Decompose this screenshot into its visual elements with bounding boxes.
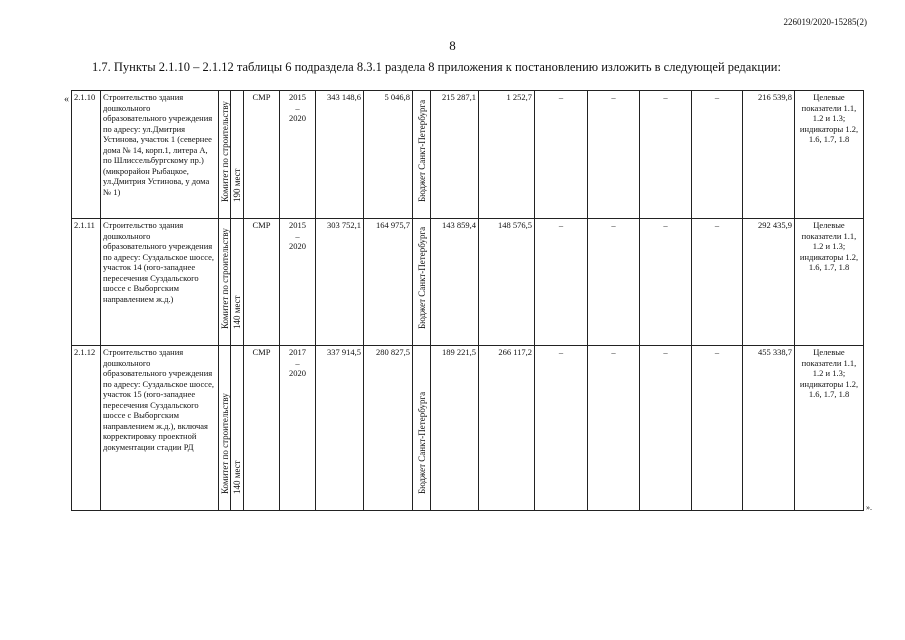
- capacity-label: 140 мест: [231, 294, 242, 329]
- total-value: 216 539,8: [743, 91, 795, 219]
- object-description: Строительство здания дошкольного образовательного учреждения по адресу: ул.Дмитрия Устинова, участок 1 (севернее дома № 14, корп.1, литера А, по Шлиссельбургскому пр.) (микрорайон Рыбацкое, ул.Дмитрия Устинова, у дома № 1): [101, 91, 219, 219]
- indicators-cell: Целевые показатели 1.1, 1.2 и 1.3; индикаторы 1.2, 1.6, 1.7, 1.8: [795, 219, 864, 346]
- document-id: 226019/2020-15285(2): [783, 17, 867, 27]
- committee-cell: [219, 91, 231, 219]
- work-type: СМР: [244, 346, 280, 511]
- value-cell: 1 252,7: [479, 91, 535, 219]
- year-dash: –: [295, 357, 300, 368]
- funding-source-label: Бюджет Санкт-Петербурга: [416, 226, 427, 329]
- work-type: СМР: [244, 219, 280, 346]
- funding-source-cell: [413, 91, 431, 219]
- value-cell: 143 859,4: [431, 219, 479, 346]
- value-cell: –: [588, 91, 640, 219]
- value-cell: 215 287,1: [431, 91, 479, 219]
- value-cell: 148 576,5: [479, 219, 535, 346]
- year-dash: –: [295, 230, 300, 241]
- capacity-label: 140 мест: [231, 459, 242, 494]
- value-cell: 164 975,7: [364, 219, 413, 346]
- period-cell: [280, 346, 316, 511]
- value-cell: –: [640, 346, 692, 511]
- closing-quote: ».: [866, 503, 872, 512]
- year-end: 2020: [289, 368, 306, 378]
- table-row: [72, 346, 864, 511]
- funding-source-label: Бюджет Санкт-Петербурга: [416, 391, 427, 494]
- program-table: [71, 90, 864, 511]
- value-cell: –: [588, 346, 640, 511]
- committee-label: Комитет по строительству: [219, 392, 230, 494]
- value-cell: 280 827,5: [364, 346, 413, 511]
- value-cell: 5 046,8: [364, 91, 413, 219]
- committee-label: Комитет по строительству: [219, 227, 230, 329]
- year-end: 2020: [289, 113, 306, 123]
- year-start: 2015: [289, 220, 306, 230]
- object-description: Строительство здания дошкольного образовательного учреждения по адресу: Суздальское шоссе, участок 14 (юго-западнее пересечения Суздальского шоссе с Выборгским направлением ж.д.): [101, 219, 219, 346]
- value-cell: –: [640, 219, 692, 346]
- value-cell: –: [692, 91, 743, 219]
- value-cell: 343 148,6: [316, 91, 364, 219]
- object-description: Строительство здания дошкольного образовательного учреждения по адресу: Суздальское шоссе, участок 15 (юго-западнее пересечения Суздальского шоссе с Выборгским направлением ж.д.), включая корректировку проектной документации стадии РД: [101, 346, 219, 511]
- value-cell: 189 221,5: [431, 346, 479, 511]
- work-type: СМР: [244, 91, 280, 219]
- value-cell: –: [535, 91, 588, 219]
- year-end: 2020: [289, 241, 306, 251]
- total-value: 455 338,7: [743, 346, 795, 511]
- opening-quote: «: [64, 94, 69, 105]
- value-cell: 337 914,5: [316, 346, 364, 511]
- year-start: 2017: [289, 347, 306, 357]
- value-cell: –: [640, 91, 692, 219]
- value-cell: –: [692, 346, 743, 511]
- page-number: 8: [449, 38, 456, 53]
- year-dash: –: [295, 102, 300, 113]
- total-value: 292 435,9: [743, 219, 795, 346]
- table-row: [72, 219, 864, 346]
- capacity-cell: [231, 346, 244, 511]
- value-cell: –: [588, 219, 640, 346]
- committee-cell: [219, 219, 231, 346]
- period-cell: [280, 219, 316, 346]
- period-cell: [280, 91, 316, 219]
- funding-source-cell: [413, 219, 431, 346]
- capacity-label: 190 мест: [231, 167, 242, 202]
- committee-label: Комитет по строительству: [219, 100, 230, 202]
- row-number: 2.1.10: [72, 91, 101, 219]
- value-cell: –: [535, 346, 588, 511]
- funding-source-label: Бюджет Санкт-Петербурга: [416, 99, 427, 202]
- table-row: [72, 91, 864, 219]
- year-start: 2015: [289, 92, 306, 102]
- committee-cell: [219, 346, 231, 511]
- capacity-cell: [231, 91, 244, 219]
- value-cell: 266 117,2: [479, 346, 535, 511]
- section-heading: 1.7. Пункты 2.1.10 – 2.1.12 таблицы 6 подраздела 8.3.1 раздела 8 приложения к постановлению изложить в следующей редакции:: [92, 60, 781, 74]
- value-cell: 303 752,1: [316, 219, 364, 346]
- indicators-cell: Целевые показатели 1.1, 1.2 и 1.3; индикаторы 1.2, 1.6, 1.7, 1.8: [795, 346, 864, 511]
- value-cell: –: [535, 219, 588, 346]
- funding-source-cell: [413, 346, 431, 511]
- value-cell: –: [692, 219, 743, 346]
- row-number: 2.1.11: [72, 219, 101, 346]
- indicators-cell: Целевые показатели 1.1, 1.2 и 1.3; индикаторы 1.2, 1.6, 1.7, 1.8: [795, 91, 864, 219]
- capacity-cell: [231, 219, 244, 346]
- row-number: 2.1.12: [72, 346, 101, 511]
